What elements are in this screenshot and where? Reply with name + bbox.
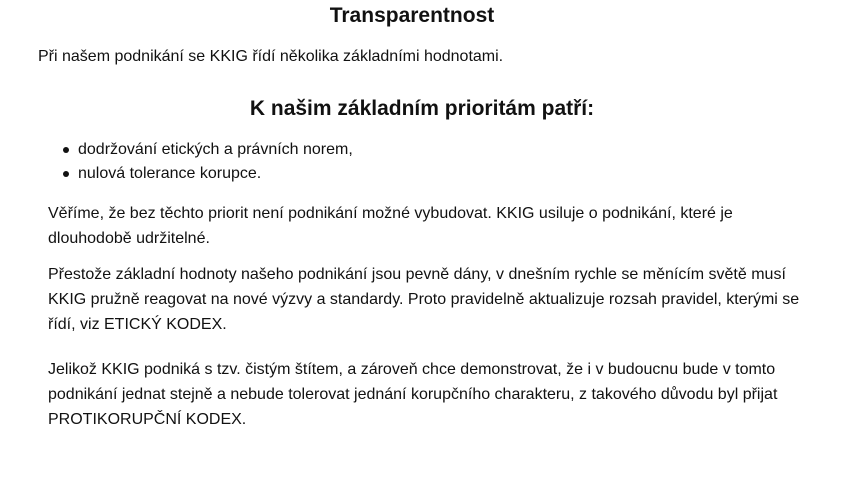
paragraph-anticorruption-code: Jelikož KKIG podniká s tzv. čistým štítem, a zároveň chce demonstrovat, že i v budoucnu bude v tomto podnikání jednat stejně a nebude tolerovat jednání korupčního charakteru, z takového důvodu byl přijat PROTIKORUPČNÍ KODEX. [48, 361, 778, 428]
page-title: Transparentnost [329, 4, 495, 27]
paragraph-ethics-code: Přestože základní hodnoty našeho podnikání jsou pevně dány, v dnešním rychle se měnícím světě musí KKIG pružně reagovat na nové výzvy a standardy. Proto pravidelně aktualizuje rozsah pravidel, kterými se řídí, viz ETICKÝ KODEX. [48, 266, 800, 333]
bullet-icon [63, 147, 69, 153]
priorities-heading: K našim základním prioritám patří: [249, 97, 595, 120]
bullet-icon [63, 171, 69, 177]
paragraph-sustainability: Věříme, že bez těchto priorit není podnikání možné vybudovat. KKIG usiluje o podnikání, které je dlouhodobě udržitelné. [48, 205, 733, 247]
list-item [60, 138, 353, 162]
priorities-list [60, 138, 353, 186]
list-item [60, 162, 353, 186]
list-item-text: nulová tolerance korupce. [78, 165, 262, 182]
intro-text: Při našem podnikání se KKIG řídí několika základními hodnotami. [38, 48, 504, 65]
list-item-text: dodržování etických a právních norem, [78, 141, 353, 158]
